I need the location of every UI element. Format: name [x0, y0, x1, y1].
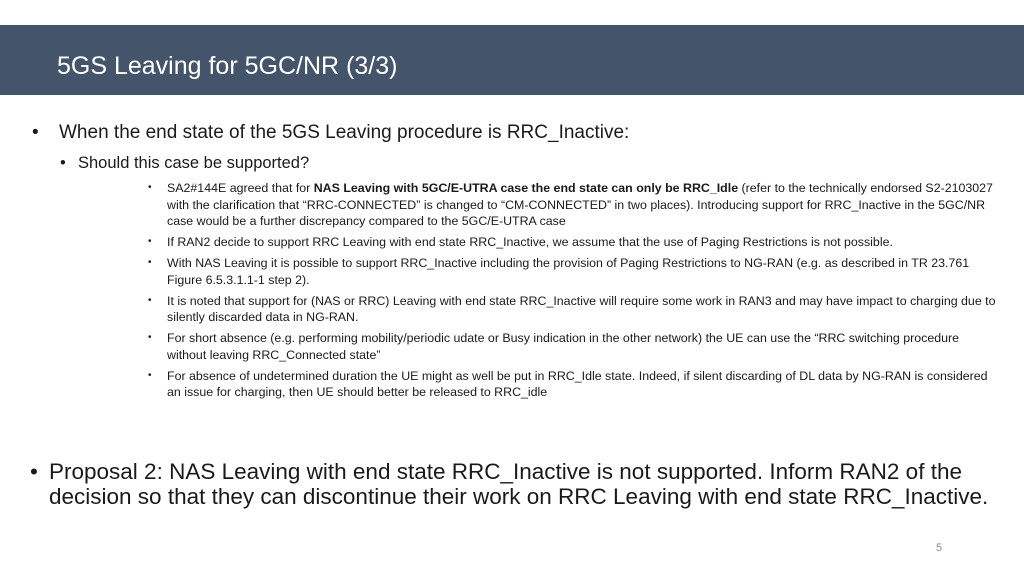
bullet-level2 [60, 151, 990, 175]
sub-bullet-item [148, 255, 998, 288]
slide-title: 5GS Leaving for 5GC/NR (3/3) [57, 52, 398, 80]
sub-bullet-text: It is noted that support for (NAS or RRC) Leaving with end state RRC_Inactive will require some work in RAN3 and may have impact to charging due to silently discarded data in NG-RAN. [167, 293, 996, 324]
proposal-bullet [30, 460, 1010, 509]
sub-bullet-text: With NAS Leaving it is possible to support RRC_Inactive including the provision of Paging Restrictions to NG-RAN (e.g. as described in TR 23.761 Figure 6.5.3.1.1-1 step 2). [167, 256, 970, 287]
sub-bullet-item [148, 368, 998, 401]
sub-bullet-item [148, 180, 998, 230]
bullet-icon: • [148, 294, 152, 306]
bullet-level2-text: Should this case be supported? [78, 154, 310, 172]
sub-bullet-item [148, 293, 998, 326]
sub-bullet-item [148, 330, 998, 363]
bullet-icon: • [148, 182, 152, 193]
sub-bullet-item [148, 234, 998, 251]
bullet-level1 [32, 120, 992, 146]
sub-bullet-text: If RAN2 decide to support RRC Leaving with end state RRC_Inactive, we assume that the use of Paging Restrictions is not possible. [167, 235, 893, 249]
bullet-icon: • [148, 236, 152, 247]
bullet-icon: • [148, 257, 152, 268]
sub-bullet-text: For short absence (e.g. performing mobility/periodic udate or Busy indication in the other network) the UE can use the “RRC switching procedure without leaving RRC_Connected state” [167, 331, 960, 362]
bullet-level1-text: When the end state of the 5GS Leaving procedure is RRC_Inactive: [59, 122, 630, 143]
sub-bullet-list [148, 180, 998, 405]
bullet-icon: • [32, 122, 39, 143]
proposal-text: Proposal 2: NAS Leaving with end state RRC_Inactive is not supported. Inform RAN2 of the decision so that they can discontinue their work on RRC Leaving with end state RRC_Inactive. [49, 459, 989, 509]
sub-bullet-text: SA2#144E agreed that for NAS Leaving with 5GC/E-UTRA case the end state can only be RRC_Idle (refer to the technically endorsed S2-2103027 with the clarification that “RRC-CONNECTED” is changed to “CM-CONNECTED” in two places). Introducing support for RRC_Inactive in the 5GC/NR case would be a further discrepancy compared to the 5GC/E-UTRA case [167, 181, 993, 228]
bullet-icon: • [148, 369, 152, 381]
sub-bullet-text: For absence of undetermined duration the UE might as well be put in RRC_Idle state. Indeed, if silent discarding of DL data by NG-RAN is considered an issue for charging, then UE should better be released to RRC_idle [167, 368, 988, 399]
bold-emphasis: NAS Leaving with 5GC/E-UTRA case the end state can only be RRC_Idle [313, 181, 739, 195]
bullet-icon: • [30, 459, 38, 484]
page-number: 5 [936, 542, 943, 554]
bullet-icon: • [148, 332, 152, 343]
bullet-icon: • [60, 154, 66, 172]
